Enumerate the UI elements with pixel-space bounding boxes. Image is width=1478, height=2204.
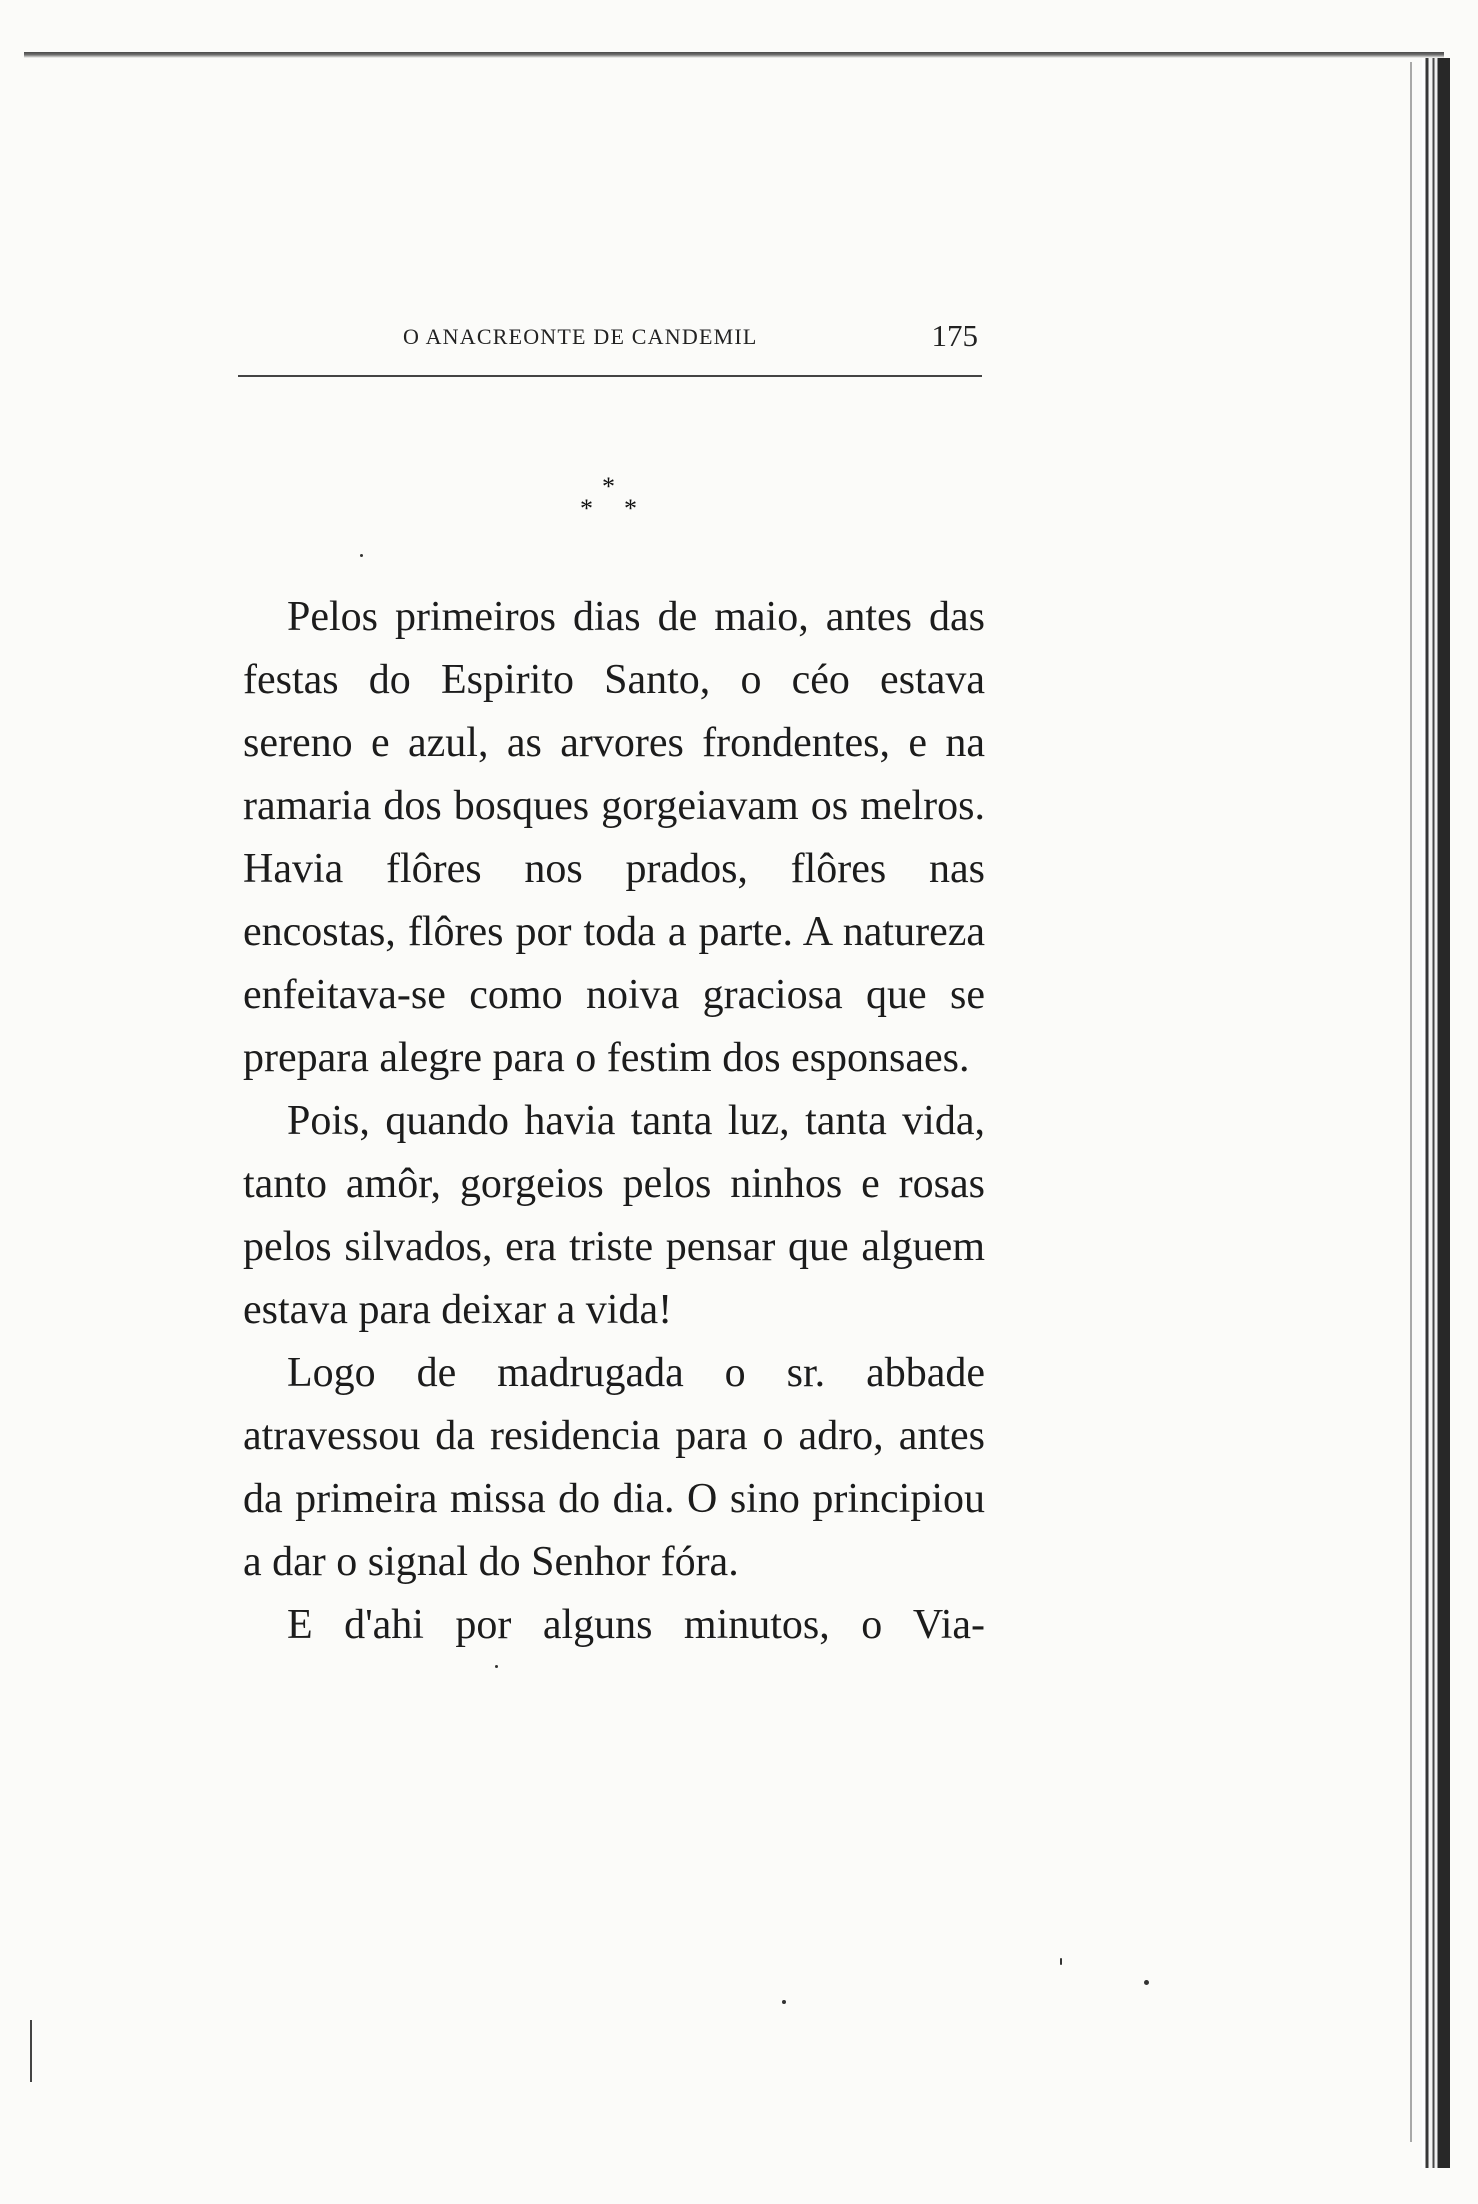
page-number: 175 xyxy=(931,318,978,353)
binding-edge xyxy=(1422,58,1450,2168)
scan-left-mark xyxy=(30,2020,32,2082)
running-title: O ANACREONTE DE CANDEMIL xyxy=(403,324,758,349)
paper-speck xyxy=(782,2000,786,2004)
body-text xyxy=(243,586,985,1657)
paper-speck xyxy=(1060,1958,1062,1965)
scan-top-edge xyxy=(24,52,1444,58)
paragraph-4: E d'ahi por alguns minutos, o Via- xyxy=(287,1602,985,1648)
page-header xyxy=(238,318,982,382)
asterisk-right: * xyxy=(624,494,637,523)
section-break-asterism xyxy=(574,470,654,530)
asterisk-left: * xyxy=(580,494,593,523)
paragraph-3: Logo de madrugada o sr. abbade atravessou da residencia para o adro, antes da primeira missa do dia. O sino principiou a dar o signal do Senhor fóra. xyxy=(243,1350,985,1585)
paragraph-1: Pelos primeiros dias de maio, antes das festas do Espirito Santo, o céo estava sereno e azul, as arvores frondentes, e na ramaria dos bosques gorgeiavam os melros. Havia flôres nos prados, flôres nas encostas, flôres por toda a parte. A natureza enfeitava-se como noiva graciosa que se prepara alegre para o festim dos esponsaes. xyxy=(243,594,985,1081)
paper-speck xyxy=(1144,1980,1149,1985)
header-rule xyxy=(238,375,982,377)
paragraph-2: Pois, quando havia tanta luz, tanta vida, tanto amôr, gorgeios pelos ninhos e rosas pelos silvados, era triste pensar que alguem estava para deixar a vida! xyxy=(243,1098,985,1333)
asterisk-top: * xyxy=(602,472,615,501)
binding-shadow-line xyxy=(1410,62,1412,2142)
paper-speck xyxy=(360,554,363,557)
paper-speck xyxy=(495,1665,498,1668)
